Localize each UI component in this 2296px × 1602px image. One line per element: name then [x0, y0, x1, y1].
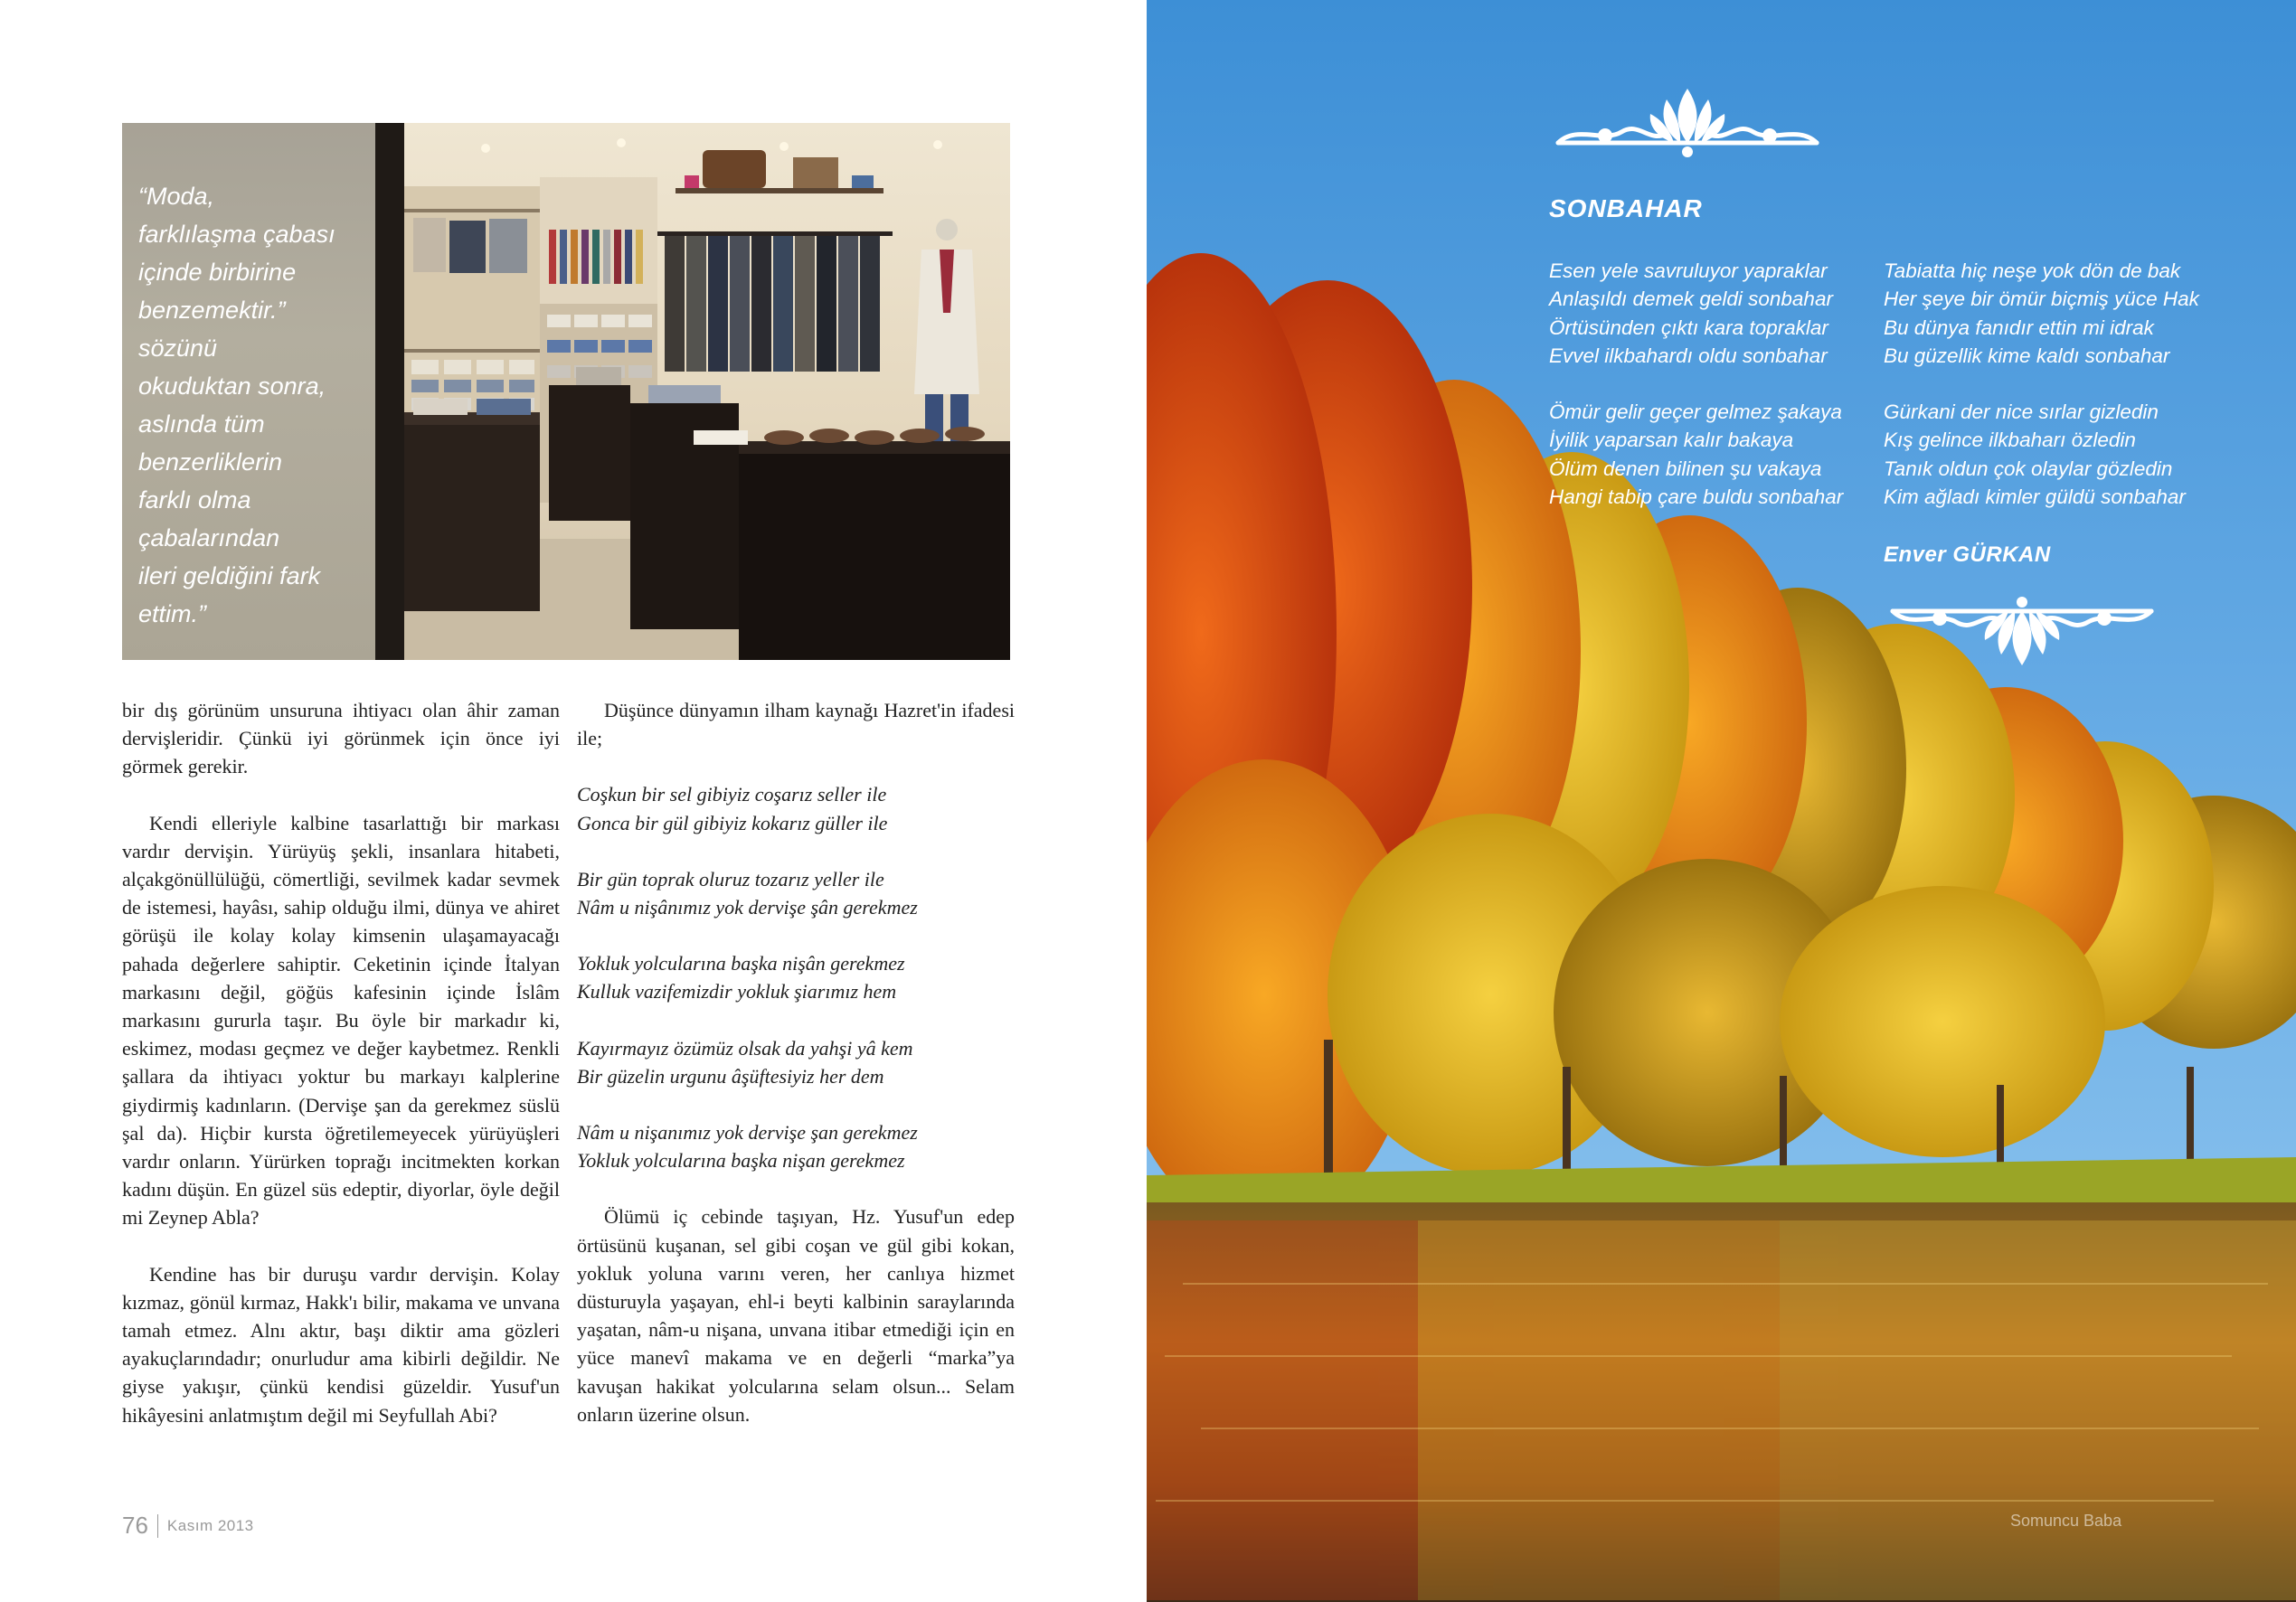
poem-line: Gürkani der nice sırlar gizledin	[1884, 400, 2159, 424]
verse-line: Nâm u nişanımız yok dervişe şan gerekmez	[577, 1121, 918, 1145]
footer-divider	[157, 1514, 158, 1538]
poem-line: Ömür gelir geçer gelmez şakaya	[1549, 400, 1842, 424]
verse-line: Nâm u nişânımız yok dervişe şân gerekmez	[577, 896, 918, 919]
quote-line: benzerliklerin	[138, 448, 283, 476]
verse-line: Bir güzelin urgunu âşüftesiyiz her dem	[577, 1064, 884, 1088]
verse-line: Kayırmayız özümüz olsak da yahşi yâ kem	[577, 1036, 913, 1060]
poem-line: Tanık oldun çok olaylar gözledin	[1884, 457, 2173, 480]
pull-quote	[138, 177, 355, 633]
poem-line: Evvel ilkbahardı oldu sonbahar	[1549, 344, 1828, 367]
quote-line: ileri geldiğini fark	[138, 562, 321, 589]
paragraph: Kendi elleriyle kalbine tasarlattığı bir markası vardır dervişin. Yürüyüş şekli, insanlara hitabeti, alçakgönüllülüğü, cömertliği, sevilmek kadar sevmek de istemesi, hayâsı, sahip olduğu ilmi, dünya ve ahiret görüşü ile kolay kolay kimsenin ulaşamayacağı pahada değerlere sahiptir. Ceketinin içinde İtalyan markasını değil, göğüs kafesinin içinde İslâm markasını gururla taşır. Bu öyle bir markadır ki, eskimez, modası geçmez ve değer kaybetmez. Renkli şallara da ihtiyacı yoktur bu markayı kalplerine giydirmiş kadınların. (Dervişe şan da gerekmez süslü şal da). Hiçbir kursta öğretilemeyecek yürüyüşleri vardır onların. Yürürken toprağı incitmekten korkan kadını düşün. En güzel süs edeptir, diyorlar, öyle değil mi Zeynep Abla?	[122, 811, 560, 1230]
poem-line: Bu güzellik kime kaldı sonbahar	[1884, 344, 2170, 367]
poem-line: Ölüm denen bilinen şu vakaya	[1549, 457, 1822, 480]
quote-line: benzemektir.”	[138, 297, 286, 324]
poem-line: İyilik yaparsan kalır bakaya	[1549, 429, 1794, 452]
poem-author: Enver GÜRKAN	[1884, 542, 2051, 567]
paragraph: bir dış görünüm unsuruna ihtiyacı olan âhir zaman dervişleridir. Çünkü iyi görünmek için önce iyi görmek gerekir.	[122, 699, 560, 778]
quote-line: çabalarından	[138, 524, 280, 551]
photo-pillar	[375, 123, 404, 660]
quote-line: farklılaşma çabası	[138, 221, 335, 248]
poem-line: Bu dünya fanıdır ettin mi idrak	[1884, 316, 2154, 339]
top-ornament-icon	[1549, 80, 1826, 166]
page-footer	[122, 1512, 254, 1540]
quote-line: “Moda,	[138, 183, 215, 210]
store-photo	[122, 123, 1010, 660]
poem-line: Örtüsünden çıktı kara topraklar	[1549, 316, 1828, 339]
poem-line: Anlaşıldı demek geldi sonbahar	[1549, 287, 1833, 311]
verse-line: Coşkun bir sel gibiyiz coşarız seller ile	[577, 783, 887, 806]
quote-line: sözünü	[138, 335, 218, 362]
verse-line: Bir gün toprak oluruz tozarız yeller ile	[577, 867, 884, 891]
poem-line: Hangi tabip çare buldu sonbahar	[1549, 485, 1844, 509]
paragraph: Kendine has bir duruşu vardır dervişin. Kolay kızmaz, gönül kırmaz, Hakk'ı bilir, makama ve unvana tamah etmez. Alnı aktır, başı diktir ama gözleri ayakuçlarındadır; onurludur ama kibirli değildir. Ne giyse yakışır, çünkü kendisi güzeldir. Yusuf'un hikâyesini anlatmıştım değil mi Seyfullah Abi?	[122, 1262, 560, 1427]
article-column-1	[122, 696, 560, 1429]
quote-line: aslında tüm	[138, 410, 265, 438]
poem-line: Esen yele savruluyor yapraklar	[1549, 259, 1828, 282]
poem-line: Kış gelince ilkbaharı özledin	[1884, 429, 2136, 452]
verse-line: Yokluk yolcularına başka nişan gerekmez	[577, 1149, 905, 1173]
quote-line: içinde birbirine	[138, 259, 297, 286]
autumn-lake-photo	[1147, 0, 2296, 1602]
right-page	[1147, 0, 2296, 1602]
magazine-name: Somuncu Baba	[2010, 1512, 2122, 1530]
poem-line: Kim ağladı kimler güldü sonbahar	[1884, 485, 2186, 509]
store-illustration	[404, 123, 1010, 660]
left-page	[0, 0, 1147, 1602]
pull-quote-panel	[122, 123, 375, 660]
article-column-2	[577, 696, 1015, 1428]
quote-line: okuduktan sonra,	[138, 372, 326, 400]
poem-line: Her şeye bir ömür biçmiş yüce Hak	[1884, 287, 2199, 311]
verse-line: Gonca bir gül gibiyiz kokarız güller ile	[577, 811, 888, 834]
quote-line: farklı olma	[138, 486, 251, 514]
issue-date: Kasım 2013	[166, 1516, 254, 1534]
verse-line: Kulluk vazifemizdir yokluk şiarımız hem	[577, 980, 897, 1004]
poem-line: Tabiatta hiç neşe yok dön de bak	[1884, 259, 2181, 282]
poem-column-left	[1549, 257, 1843, 511]
quote-line: ettim.”	[138, 600, 207, 627]
poem-column-right	[1884, 257, 2199, 511]
page-number: 76	[122, 1512, 148, 1539]
store-interior	[404, 123, 1010, 660]
poem-title: SONBAHAR	[1549, 194, 1703, 222]
verse-line: Yokluk yolcularına başka nişân gerekmez	[577, 952, 905, 975]
paragraph: Düşünce dünyamın ilham kaynağı Hazret'in ifadesi ile;	[577, 699, 1015, 750]
bottom-ornament-icon	[1884, 588, 2160, 674]
paragraph: Ölümü iç cebinde taşıyan, Hz. Yusuf'un edep örtüsünü kuşanan, sel gibi coşan ve gül gibi kokan, yokluk yoluna varını veren, her canlıya hizmet düsturuyla yaşayan, ehl-i beyti kalbinin saraylarında yaşatan, nâm-u nişana, unvana itibar etmediği için en yüce manevî makama ve en değerli “marka”ya kavuşan hakikat yolcularına selam olsun... Selam onların üzerine olsun.	[577, 1205, 1015, 1426]
